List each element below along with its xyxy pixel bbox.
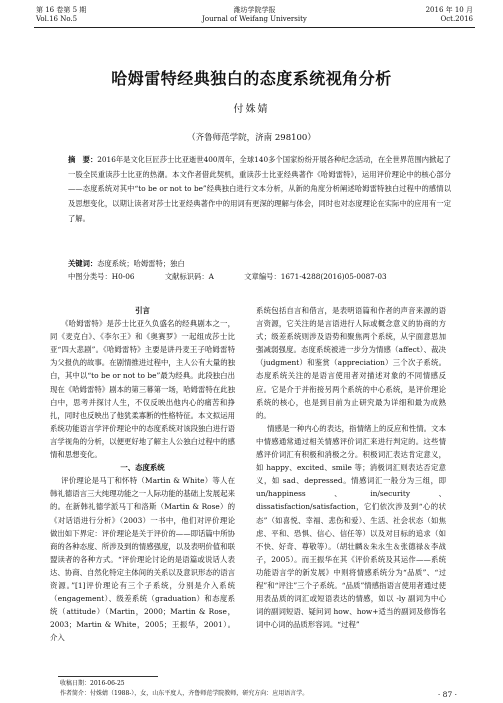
right-paragraph-1: 系统包括自言和借言，是表明语篇和作者的声音来源的语言资源，它关注的是言语进行人际或概念意义的协商的方式；级差系统则涉及语势和聚焦两个系统，从宇面意思加强减弱强度。态度系统被进一步分为情感（affect）、裁决（judgment）和鉴赏（appreciation）三个次子系统。态度系统关注的是语言使用者对描述对象的不同情感反应。它是介于并衔接另两个系统的中心系统，是评价理论系统的核心，也是到目前为止研究最为详细和最为成熟的。: [256, 306, 446, 420]
abstract-text: 2016年是文化巨匠莎士比亚逝世400周年，全球140多个国家纷纷开展各种纪念活动，在全世界范围内掀起了一股全民重读莎士比亚的热潮。本文作者借此契机，重读莎士比亚经典著作《哈姆雷特》，运用评价理论中的核心部分——态度系统对其中“to be or not to be”经典独白进行文本分析，从新的角度分析阐述哈姆雷特独白过程中的感情以及思想变化，以期让读者对莎士比亚经典著作中的用词有更深的理解与体会，同时也对态度理论在实际中的应用有一定了解。: [68, 155, 452, 223]
running-header: [36, 6, 473, 32]
header-volume: 第 16 卷第 5 期 Vol.16 No.5: [36, 6, 87, 23]
abstract: [68, 153, 451, 227]
article-number: 文章编号：1671-4288(2016)05-0087-03: [244, 272, 387, 281]
page-number: · 87 ·: [437, 690, 457, 699]
classification-line: [68, 271, 463, 282]
author-affiliation: （齐鲁师范学院，济南 298100）: [187, 133, 316, 143]
header-journal: 潍坊学院学报 Journal of Weifang University: [202, 6, 307, 23]
section-1-heading: 一、态度系统: [120, 463, 165, 473]
author-bio: 作者简介：付姝婧（1988-），女，山东平度人，齐鲁师范学院教师，研究方向：应用语言学。: [60, 690, 309, 697]
article-author: 付姝婧: [233, 104, 270, 115]
received-date: 收稿日期：2016-06-25: [60, 680, 125, 687]
right-paragraph-2: 情感是一种内心的表达，指情绪上的反应和性情。文本中情感通常通过相关情感评价词汇来进行判定的。这些情感评价词汇有积极和消极之分。积极词汇表达肯定意义，如 happy、excited、smile 等；消极词汇则表达否定意义，如 sad、depressed。情感词汇一般分为三组，即 un/happiness、in/security、dissatisfaction/satisfaction，它们依次涉及到“心的状态”（如喜悦、幸福、悲伤和爱）、生活、社会状态（如焦虑、平和、恐惧、信心、信任等）以及对目标的追求（如不快、好奇、尊敬等）。（胡壮麟＆朱永生＆张德禄＆李战子，2005）。而王振华在其《评价系统及其运作——系统功能语言学的新发展》中则将情感系统分为“品质”、“过程”和“评注”三个子系统。“品质”情感指语言使用者通过使用表品质的词汇或短语表达的情感，如以 -ly 副词为中心词的副词短语、疑问词 how、how+适当的副词及修饰名词中心词的品质形容词。“过程”: [256, 423, 446, 630]
article-title: 哈姆雷特经典独白的态度系统视角分析: [111, 69, 392, 88]
abstract-label: 摘 要：: [68, 155, 98, 164]
footnote-rule: [58, 676, 158, 677]
section-1-paragraph: 评价理论是马丁和怀特（Martin & White）等人在韩礼德语言三大纯理功能之一人际功能的基础上发展起来的。在新韩礼德学派马丁和洛斯（Martin & Rose）的《对话语进行分析》（2003）一书中，他们对评价理论做出如下界定：评价理论是关于评价的——即话篇中所协商的各种态度、所涉及到的情感强度，以及表明价值和联盟读者的各种方式。“评价理论讨论的是语篇或说话人表达、协商、自然化特定主体间的关系以及意识形态的语言资源。”[1]评价理论有三个子系统，分别是介入系统（engagement）、级差系统（graduation）和态度系统（attitude）（Martin，2000；Martin & Rose，2003；Martin & White，2005；王振华，2001）。介入: [50, 476, 235, 643]
intro-heading: 引言: [135, 306, 150, 315]
header-date: 2016 年 10 月 Oct.2016: [425, 6, 473, 23]
header-rule: [34, 27, 475, 28]
document-code: 文献标识码：A: [164, 272, 214, 281]
clc-number: 中图分类号：H0-06: [68, 272, 135, 281]
keywords-text: 态度系统；哈姆雷特；独白: [97, 259, 185, 268]
keywords-label: 关键词：: [68, 259, 98, 268]
body-column-left: [50, 304, 235, 644]
keywords: [68, 258, 463, 269]
body-column-right: [256, 304, 446, 631]
intro-paragraph: 《哈姆雷特》是莎士比亚久负盛名的经典剧本之一，同《麦克白》、《李尔王》和《奥赛罗》一起组成莎士比亚“四大悲剧”。《哈姆雷特》主要是讲丹麦王子哈姆雷特为父报仇的故事。在剧情推进过程中，主人公有大量的独白，其中以“to be or not to be”最为经典。此段独白出现在《哈姆雷特》剧本的第三幕第一场，哈姆雷特在此独白中，思考并探讨人生，不仅反映出他内心的痛苦和挣扎，同时也反映出了他犹柔寡断的性格特征。本文拟运用系统功能语言学评价理论中的态度系统对该段独白进行语言学视角的分析，以便更好地了解主人公独白过程中的感情和思想变化。: [50, 319, 235, 460]
